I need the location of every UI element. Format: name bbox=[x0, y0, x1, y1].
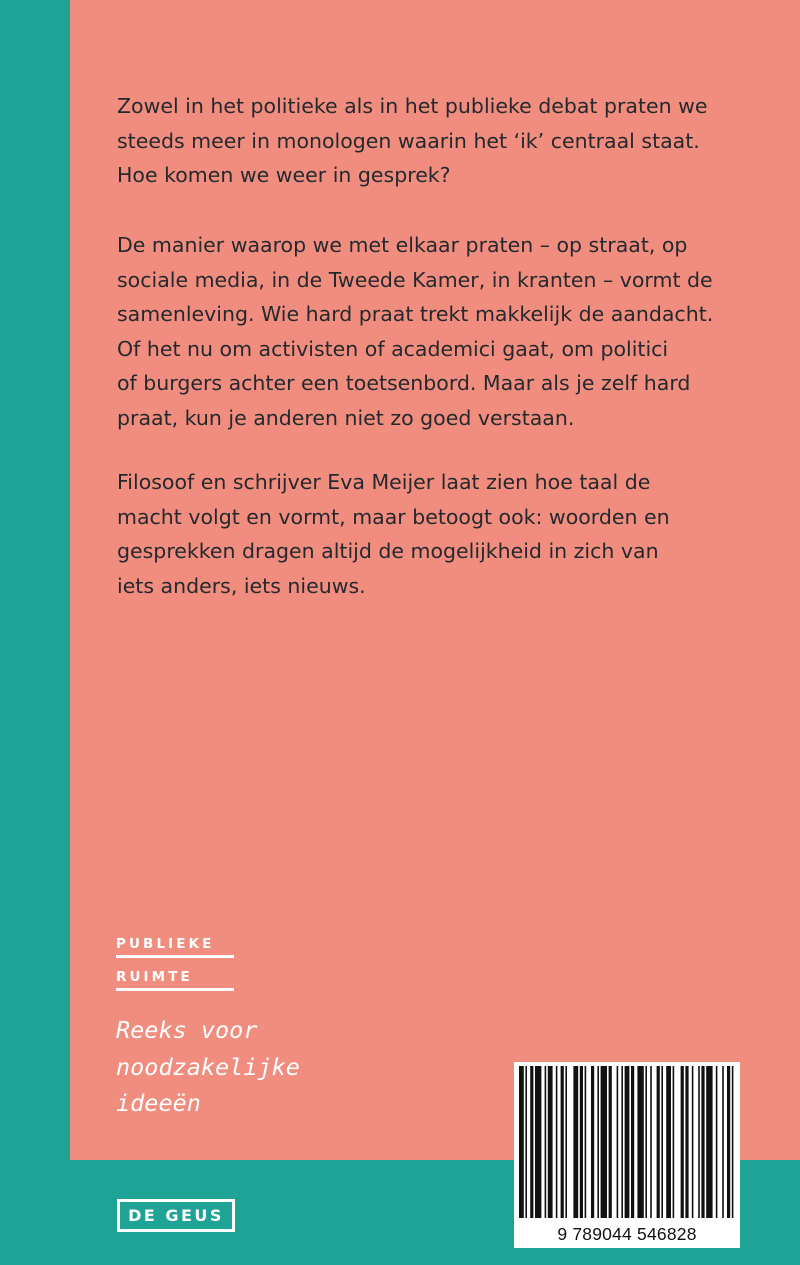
blurb-paragraph-1: Zowel in het politieke als in het publieke debat praten we steeds meer in monologen waarin het ‘ik’ centraal staat. Hoe komen we weer in gesprek? bbox=[117, 94, 708, 188]
publisher-name: DE GEUS bbox=[128, 1206, 224, 1225]
isbn-number: 9 789044 546828 bbox=[557, 1224, 697, 1244]
series-tagline: Reeks voor noodzakelijke ideeën bbox=[116, 1016, 300, 1117]
series-logo-line-2: RUIMTE bbox=[116, 969, 234, 991]
barcode-bars-icon bbox=[519, 1066, 735, 1218]
publisher-logo bbox=[117, 1199, 235, 1232]
blurb-paragraph-2: De manier waarop we met elkaar praten – op straat, op sociale media, in de Tweede Kamer, in kranten – vormt de samenleving. Wie hard praat trekt makkelijk de aandacht. Of het nu om activisten of academici gaat, om politici of burgers achter een toetsenbord. Maar als je zelf hard praat, kun je anderen niet zo goed verstaan. bbox=[117, 233, 714, 430]
blurb-paragraph-3: Filosoof en schrijver Eva Meijer laat zien hoe taal de macht volgt en vormt, maar betoogt ook: woorden en gesprekken dragen altijd de mogelijkheid in zich van iets anders, iets nieuws. bbox=[117, 470, 670, 598]
barcode bbox=[514, 1062, 740, 1248]
series-logo-line-1: PUBLIEKE bbox=[116, 936, 234, 958]
